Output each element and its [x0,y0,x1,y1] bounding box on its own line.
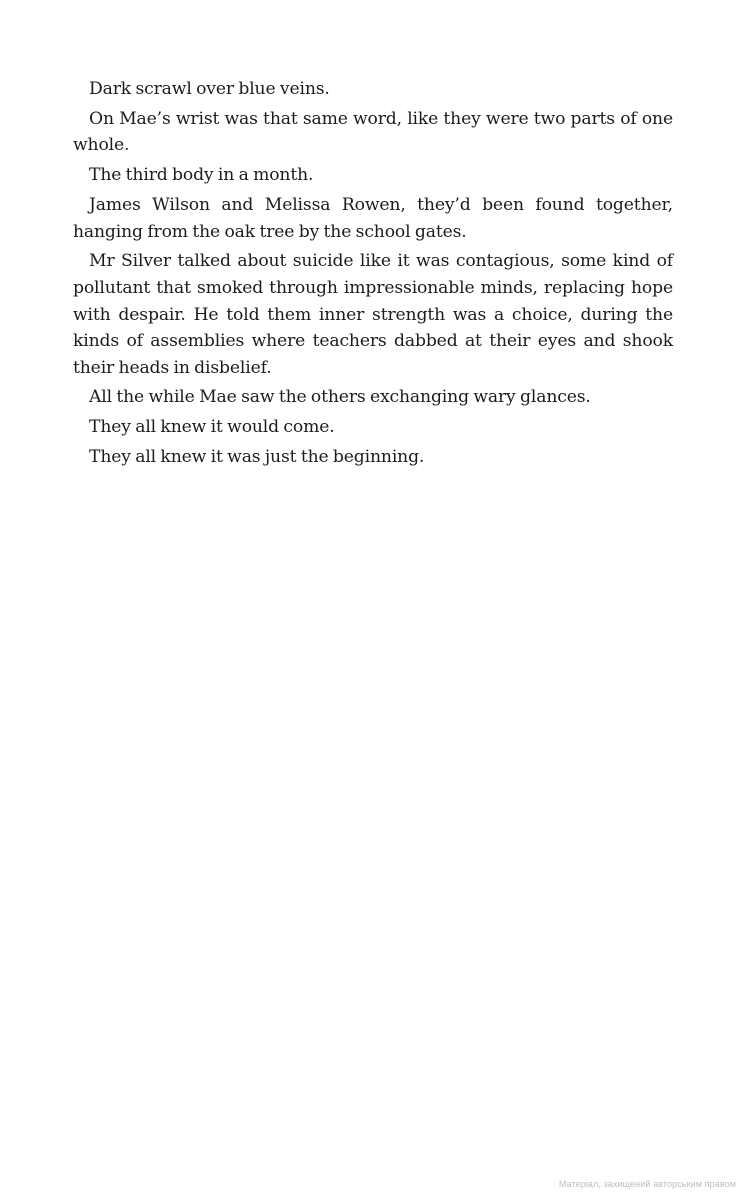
copyright-watermark: Матеріал, захищений авторським правом [558,1179,736,1189]
paragraph: Dark scrawl over blue veins. [89,79,330,99]
book-page-text [73,76,673,474]
paragraph: The third body in a month. [89,165,314,186]
paragraph: James Wilson and Melissa Rowen, they’d been found together, hanging from the oak tree by the school gates. [73,194,673,242]
paragraph: They all knew it was just the beginning. [89,447,425,468]
paragraph: Mr Silver talked about suicide like it was contagious, some kind of pollutant that smoked through impressionable minds, replacing hope with despair. He told them inner strength was a choice, during the kinds of assemblies where teachers dabbed at their eyes and shook their heads in disbelief. [73,251,673,378]
paragraph: On Mae’s wrist was that same word, like they were two parts of one whole. [73,108,673,156]
paragraph: All the while Mae saw the others exchanging wary glances. [89,387,591,408]
paragraph: They all knew it would come. [89,417,335,438]
